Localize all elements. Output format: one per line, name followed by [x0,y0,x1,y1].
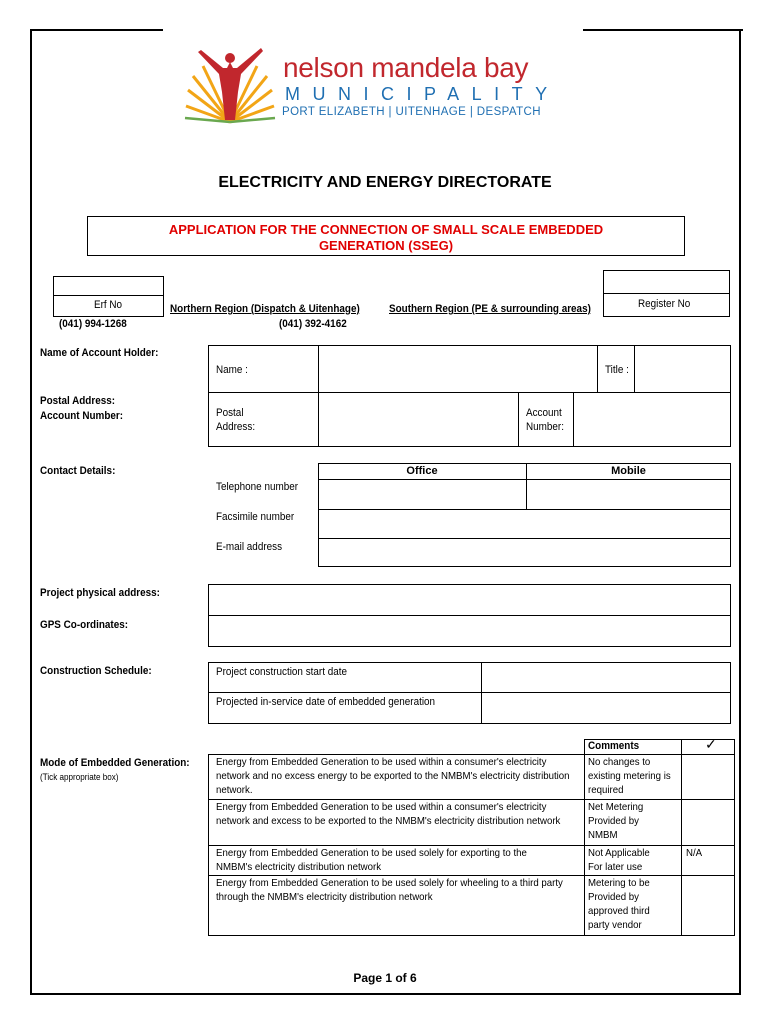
name-label: Name : [216,364,248,376]
telephone-mobile-input[interactable] [527,480,730,508]
erf-no-label: Erf No [94,299,123,311]
in-service-label: Projected in-service date of embedded generation [216,696,436,708]
southern-region: Southern Region (PE & surrounding areas) [389,303,591,315]
account-number-label: Account Number: [40,410,124,422]
frame-top-left [30,29,163,31]
account-label-2: Number: [526,421,564,433]
register-no-label: Register No [638,298,691,310]
name-input[interactable] [319,346,596,392]
frame-top-right [583,29,743,31]
application-title-line1: APPLICATION FOR THE CONNECTION OF SMALL SCALE EMBEDDED [168,222,604,237]
mode-row-2-comment: Net Metering Provided by NMBM [588,801,644,841]
page-number: Page 1 of 6 [353,971,417,985]
application-title-line2: GENERATION (SSEG) [318,238,454,253]
title-input[interactable] [635,346,730,392]
register-no-input[interactable] [603,270,730,294]
directorate-heading: ELECTRICITY AND ENERGY DIRECTORATE [218,174,552,191]
account-label-1: Account [526,407,562,419]
project-address-label: Project physical address: [40,587,160,599]
logo-towns: PORT ELIZABETH | UITENHAGE | DESPATCH [282,106,541,118]
project-address-input[interactable] [208,584,731,616]
mode-row-3-tick: N/A [686,847,703,859]
mode-row-3-tick-box[interactable] [682,846,734,875]
office-header: Office [406,465,438,477]
mode-row-1-comment: No changes to existing metering is required [588,756,671,796]
facsimile-input[interactable] [319,510,730,537]
comments-header: Comments [588,740,640,752]
mode-label: Mode of Embedded Generation: [40,757,190,769]
mobile-header: Mobile [611,465,646,477]
telephone-label: Telephone number [216,481,299,493]
gps-input[interactable] [208,615,731,647]
logo-municipality: MUNICIPALITY [285,84,560,104]
email-input[interactable] [319,539,730,566]
logo-name: nelson mandela bay [283,52,529,83]
mode-row-1-description: Energy from Embedded Generation to be used within a consumer's electricity network and no excess energy to be exported to the NMBM's electricity distribution network. [216,756,570,796]
tick-note: (Tick appropriate box) [40,772,119,782]
postal-address-input[interactable] [319,393,517,446]
account-holder-label: Name of Account Holder: [40,347,159,359]
mode-row-4-comment: Metering to be Provided by approved third party vendor [588,877,650,931]
gps-label: GPS Co-ordinates: [40,619,129,631]
mode-row-3-comment: Not Applicable For later use [588,847,650,873]
mode-row-3-description: Energy from Embedded Generation to be used solely for exporting to the NMBM's electricity distribution network [216,847,527,873]
construction-start-input[interactable] [482,663,730,691]
tick-header-icon: ✓ [705,736,717,752]
account-number-input[interactable] [574,393,730,446]
telephone-office-input[interactable] [319,480,525,508]
title-label: Title : [605,364,629,376]
facsimile-label: Facsimile number [216,511,295,523]
postal-address-label: Postal Address: [40,395,116,407]
construction-schedule-label: Construction Schedule: [40,665,152,677]
mode-row-4-tick-box[interactable] [682,876,734,935]
construction-start-label: Project construction start date [216,666,347,678]
mode-row-4-description: Energy from Embedded Generation to be used solely for wheeling to a third party through the NMBM's electricity distribution network [216,877,563,903]
erf-no-input[interactable] [53,276,164,296]
contact-details-label: Contact Details: [40,465,116,477]
postal-label-1: Postal [216,407,244,419]
sunburst-figure-icon [183,42,278,126]
postal-label-2: Address: [216,421,256,433]
mode-row-1-tick-box[interactable] [682,755,734,799]
mode-row-2-description: Energy from Embedded Generation to be used within a consumer's electricity network and excess to be exported to the NMBM's electricity distribution network [216,801,561,827]
in-service-input[interactable] [482,693,730,723]
municipality-logo [183,42,278,126]
email-label: E-mail address [216,541,283,553]
northern-phone: (041) 392-4162 [279,318,347,330]
northern-region: Northern Region (Dispatch & Uitenhage) [170,303,360,315]
mode-table [208,736,735,936]
erf-phone: (041) 994-1268 [59,318,127,330]
mode-row-2-tick-box[interactable] [682,800,734,845]
